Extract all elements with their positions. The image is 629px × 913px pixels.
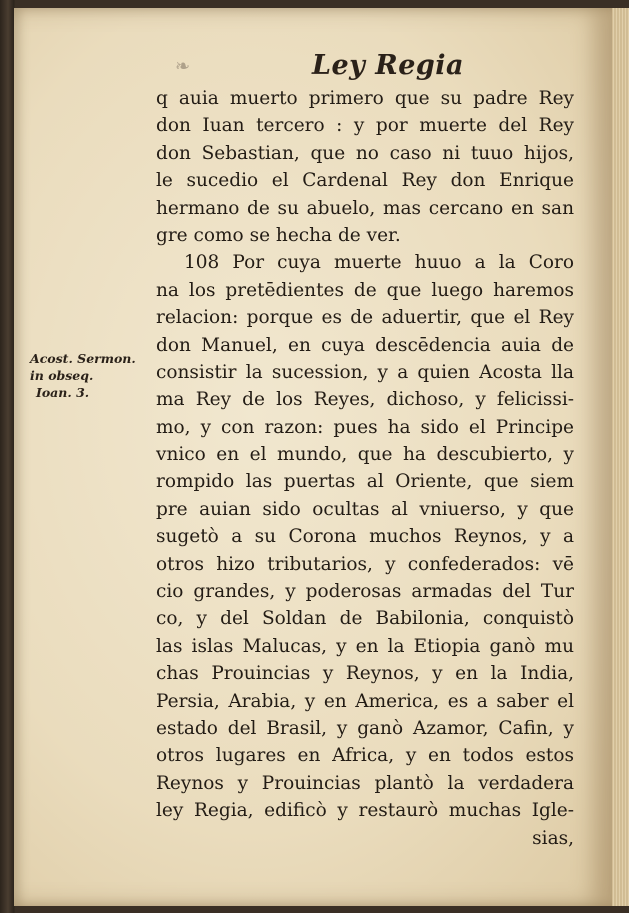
text-line: na los pretēdientes de que luego haremos [156,279,574,301]
text-line: cio grandes, y poderosas armadas del Tur [156,581,574,603]
text-line: 108 Por cuya muerte huuo a la Coro [184,252,574,274]
text-line: sias, [532,827,574,849]
marginal-note [30,350,160,401]
body-text [156,85,574,852]
text-line: hermano de su abuelo, mas cercano en san [156,197,574,219]
ornament-icon: ❧ [175,56,191,77]
marginal-note-line: Ioan. 3. [36,385,90,400]
text-line: rompido las puertas al Oriente, que siem [156,471,574,493]
text-line: pre auian sido ocultas al vniuerso, y que [156,498,574,520]
text-line: Persia, Arabia, y en America, es a saber el [156,690,574,712]
text-line: sugetò a su Corona muchos Reynos, y a [156,526,574,548]
text-line: mo, y con razon: pues ha sido el Principe [156,416,574,438]
page-edge [612,8,629,906]
text-line: otros hizo tributarios, y confederados: vē [156,553,574,575]
text-line: don Manuel, en cuya descēdencia auia de [156,334,574,356]
text-line: estado del Brasil, y ganò Azamor, Cafin, y [156,717,574,739]
text-line: don Sebastian, que no caso ni tuuo hijos, [156,142,574,164]
text-line: q auia muerto primero que su padre Rey [156,88,574,109]
text-line: Reynos y Prouincias plantò la verdadera [156,772,574,794]
page-header [175,48,575,88]
text-line: chas Prouincias y Reynos, y en la India, [156,663,574,685]
text-line: don Iuan tercero : y por muerte del Rey [156,115,574,137]
text-line: las islas Malucas, y en la Etiopia ganò mu [156,635,574,657]
running-title: Ley Regia [312,50,464,81]
text-line: ley Regia, edificò y restaurò muchas Igle- [156,800,574,822]
marginal-note-line: in obseq. [30,368,94,383]
text-line: le sucedio el Cardenal Rey don Enrique [156,170,574,192]
marginal-note-line: Acost. Sermon. [30,351,136,366]
text-line: ma Rey de los Reyes, dichoso, y felicissi- [156,389,574,411]
text-line: otros lugares en Africa, y en todos estos [156,745,574,767]
text-line: relacion: porque es de aduertir, que el Rey [156,307,574,329]
text-line: vnico en el mundo, que ha descubierto, y [156,444,574,466]
text-line: co, y del Soldan de Babilonia, conquistò [156,608,574,630]
text-line: consistir la sucession, y a quien Acosta lla [156,361,574,383]
text-line: gre como se hecha de ver. [156,224,401,246]
